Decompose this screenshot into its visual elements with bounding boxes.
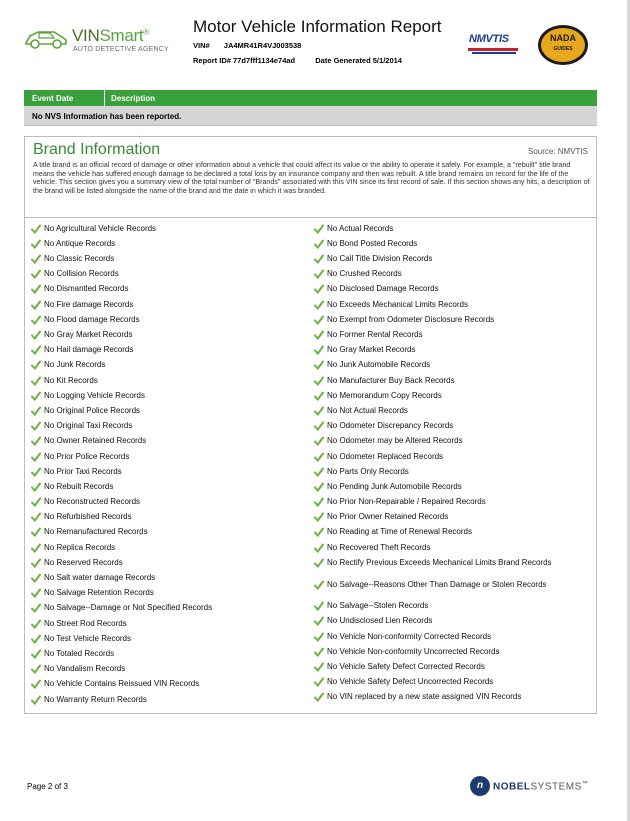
brand-record-label: No Vehicle Non-conformity Uncorrected Records: [327, 646, 500, 656]
brand-record-label: No Gray Market Records: [327, 345, 416, 355]
report-title: Motor Vehicle Information Report: [193, 17, 442, 36]
brand-record-label: No Flood damage Records: [44, 314, 140, 324]
brand-record-item: [31, 270, 306, 279]
check-icon: [31, 543, 41, 553]
check-icon: [31, 497, 41, 507]
brand-record-item: [314, 346, 594, 355]
column-event-date: Event Date: [32, 94, 74, 103]
brand-record-item: [31, 665, 306, 674]
brand-record-item: [314, 483, 594, 492]
vin-line: [193, 41, 301, 50]
brand-record-label: No Refurbished Records: [44, 512, 132, 522]
nvs-table-header: [24, 90, 597, 106]
brand-record-label: No Warranty Return Records: [44, 694, 147, 704]
brand-record-item: [314, 301, 594, 310]
brand-record-label: No Antique Records: [44, 238, 116, 248]
brand-record-label: No Junk Records: [44, 360, 106, 370]
check-icon: [314, 601, 324, 611]
brand-record-label: No Agricultural Vehicle Records: [44, 223, 157, 233]
brand-record-item: [31, 544, 306, 553]
brand-record-label: No VIN replaced by a new state assigned VIN Records: [327, 692, 522, 702]
report-id-line: [193, 56, 402, 65]
nada-logo-subtext: GUIDES: [553, 46, 573, 52]
brand-record-label: No Salt water damage Records: [44, 573, 156, 582]
check-icon: [31, 284, 41, 294]
brand-records-left: [31, 218, 306, 704]
brand-record-item: [31, 422, 306, 431]
brand-record-label: No Logging Vehicle Records: [44, 390, 145, 400]
brand-record-item: [314, 498, 594, 507]
check-icon: [314, 421, 324, 431]
check-icon: [31, 452, 41, 462]
brand-record-label: No Salvage Retention Records: [44, 588, 154, 598]
check-icon: [31, 345, 41, 355]
brand-record-item: [314, 648, 594, 657]
check-icon: [31, 664, 41, 674]
check-icon: [314, 662, 324, 672]
brand-record-item: [31, 331, 306, 340]
check-icon: [31, 558, 41, 568]
brand-record-label: No Prior Owner Retained Records: [327, 512, 449, 522]
nada-logo-text: NADA: [550, 33, 576, 43]
brand-record-item: [31, 392, 306, 401]
brand-record-label: No Original Police Records: [44, 405, 141, 415]
brand-record-item: [31, 498, 306, 507]
brand-record-item: [31, 301, 306, 310]
brand-section-title: Brand Information: [33, 141, 161, 158]
brand-record-label: No Exempt from Odometer Disclosure Records: [327, 314, 495, 324]
check-icon: [31, 254, 41, 264]
brand-record-label: No Vehicle Safety Defect Uncorrected Records: [327, 677, 494, 687]
brand-record-label: No Actual Records: [327, 223, 394, 233]
nada-oval: [538, 25, 588, 65]
brand-record-label: No Salvage--Stolen Records: [327, 601, 429, 611]
brand-record-label: No Rebuilt Records: [44, 481, 114, 491]
brand-record-item: [31, 620, 306, 629]
brand-record-label: No Vehicle Non-conformity Corrected Records: [327, 631, 492, 641]
check-icon: [31, 436, 41, 446]
brand-record-item: [314, 693, 594, 708]
check-icon: [314, 647, 324, 657]
brand-record-label: No Street Rod Records: [44, 618, 127, 628]
nada-guides-logo: [538, 25, 588, 65]
brand-record-label: No Memorandum Copy Records: [327, 390, 442, 400]
brand-record-label: No Not Actual Records: [327, 405, 408, 415]
brand-record-item: [31, 225, 306, 234]
brand-record-item: [314, 633, 594, 642]
brand-record-label: No Manufacturer Buy Back Records: [327, 375, 455, 385]
check-icon: [314, 345, 324, 355]
brand-record-label: No Prior Police Records: [44, 451, 130, 461]
brand-record-item: [31, 559, 306, 568]
brand-record-item: [314, 270, 594, 279]
nobel-wordmark: NOBELSYSTEMS™: [493, 781, 589, 793]
check-icon: [31, 330, 41, 340]
brand-record-item: [314, 468, 594, 477]
brand-record-item: [31, 468, 306, 477]
check-icon: [31, 695, 41, 705]
date-generated-label: Date Generated: [315, 56, 371, 65]
check-icon: [31, 619, 41, 629]
brand-record-label: No Pending Junk Automobile Records: [327, 481, 462, 491]
check-icon: [314, 406, 324, 416]
brand-record-label: No Bond Posted Records: [327, 238, 418, 248]
brand-record-label: No Fire damage Records: [44, 299, 134, 309]
brand-record-item: [314, 453, 594, 462]
check-icon: [31, 376, 41, 386]
check-icon: [314, 558, 324, 568]
report-id-label: Report ID#: [193, 56, 231, 65]
nvs-empty-message: No NVS Information has been reported.: [24, 106, 597, 126]
check-icon: [314, 580, 324, 590]
brand-record-item: [314, 602, 594, 611]
check-icon: [31, 573, 41, 583]
brand-record-label: No Salvage--Reasons Other Than Damage or Stolen Records: [327, 579, 547, 589]
vinsmart-tagline: AUTO DETECTIVE AGENCY: [73, 46, 169, 53]
brand-record-label: No Parts Only Records: [327, 466, 409, 476]
check-icon: [31, 421, 41, 431]
check-icon: [314, 330, 324, 340]
brand-record-label: No Classic Records: [44, 254, 115, 264]
brand-record-label: No Reading at Time of Renewal Records: [327, 527, 472, 537]
brand-record-label: No Collision Records: [44, 269, 119, 279]
brand-record-label: No Prior Taxi Records: [44, 466, 122, 476]
brand-record-label: No Odometer Replaced Records: [327, 451, 444, 461]
brand-record-item: [314, 225, 594, 234]
brand-record-label: No Original Taxi Records: [44, 421, 133, 431]
check-icon: [314, 482, 324, 492]
check-icon: [31, 224, 41, 234]
check-icon: [314, 284, 324, 294]
check-icon: [31, 679, 41, 689]
check-icon: [31, 482, 41, 492]
check-icon: [314, 376, 324, 386]
check-icon: [314, 254, 324, 264]
brand-record-item: [31, 407, 306, 416]
brand-record-item: [314, 678, 594, 687]
brand-record-item: [314, 377, 594, 386]
check-icon: [314, 239, 324, 249]
brand-record-item: [31, 346, 306, 355]
check-icon: [314, 467, 324, 477]
brand-record-item: [31, 589, 306, 598]
brand-record-item: [31, 483, 306, 492]
nmvtis-logo-text: NMVTIS: [469, 33, 509, 45]
brand-record-label: No Junk Automobile Records: [327, 360, 431, 370]
check-icon: [31, 588, 41, 598]
brand-record-label: No Gray Market Records: [44, 330, 133, 339]
vin-label: VIN#: [193, 41, 210, 50]
brand-record-label: No Disclosed Damage Records: [327, 284, 439, 294]
check-icon: [31, 467, 41, 477]
brand-record-item: [31, 377, 306, 386]
check-icon: [31, 269, 41, 279]
check-icon: [31, 527, 41, 537]
check-icon: [31, 315, 41, 325]
brand-record-item: [314, 513, 594, 522]
brand-record-item: [31, 680, 306, 689]
check-icon: [314, 224, 324, 234]
brand-record-item: [31, 437, 306, 446]
brand-record-label: No Vehicle Safety Defect Corrected Records: [327, 661, 485, 671]
check-icon: [314, 527, 324, 537]
brand-record-item: [31, 528, 306, 537]
header-divider: [104, 90, 105, 106]
brand-record-item: [31, 361, 306, 370]
brand-record-label: No Reconstructed Records: [44, 497, 141, 507]
nmvtis-logo: [466, 33, 522, 59]
brand-record-item: [314, 285, 594, 294]
check-icon: [314, 692, 324, 702]
nobel-mark-icon: n: [470, 776, 490, 796]
brand-record-item: [31, 650, 306, 659]
check-icon: [31, 634, 41, 644]
nobel-systems-logo: [470, 776, 589, 800]
check-icon: [31, 603, 41, 613]
brand-records-right: [314, 218, 594, 708]
check-icon: [314, 391, 324, 401]
brand-record-item: [31, 696, 306, 705]
check-icon: [314, 269, 324, 279]
brand-record-item: [31, 574, 306, 583]
brand-record-item: [31, 255, 306, 264]
check-icon: [31, 239, 41, 249]
brand-record-item: [314, 559, 594, 574]
page-number: Page 2 of 3: [27, 782, 68, 791]
check-icon: [314, 616, 324, 626]
check-icon: [314, 300, 324, 310]
brand-record-label: No Vehicle Contains Reissued VIN Records: [44, 679, 200, 689]
brand-record-label: No Odometer Discrepancy Records: [327, 421, 454, 431]
brand-record-label: No Crushed Records: [327, 269, 402, 279]
check-icon: [314, 543, 324, 553]
brand-record-item: [314, 240, 594, 249]
brand-record-label: No Recovered Theft Records: [327, 542, 431, 552]
brand-record-item: [314, 437, 594, 446]
vinsmart-logo: [24, 24, 174, 58]
brand-record-label: No Prior Non-Repairable / Repaired Records: [327, 497, 486, 507]
brand-record-label: No Exceeds Mechanical Limits Records: [327, 299, 468, 309]
brand-record-item: [314, 316, 594, 325]
check-icon: [31, 391, 41, 401]
brand-record-item: [314, 617, 594, 626]
brand-record-item: [314, 422, 594, 431]
brand-record-item: [31, 513, 306, 522]
check-icon: [31, 406, 41, 416]
brand-record-label: No Odometer may be Altered Records: [327, 436, 463, 446]
brand-record-item: [314, 392, 594, 401]
brand-record-item: [31, 453, 306, 462]
brand-record-label: No Salvage--Damage or Not Specified Records: [44, 603, 213, 613]
brand-record-item: [314, 544, 594, 553]
check-icon: [31, 300, 41, 310]
check-icon: [314, 436, 324, 446]
check-icon: [314, 632, 324, 642]
brand-record-item: [314, 407, 594, 416]
brand-record-label: No Undisclosed Lien Records: [327, 616, 433, 626]
brand-record-label: No Dismantled Records: [44, 284, 129, 294]
brand-record-label: No Former Rental Records: [327, 330, 423, 339]
nmvtis-stripe: [468, 48, 518, 51]
brand-record-item: [314, 255, 594, 264]
brand-record-item: [314, 581, 594, 596]
report-id-value: 77d7fff1134e74ad: [233, 56, 296, 65]
brand-record-item: [314, 361, 594, 370]
check-icon: [314, 497, 324, 507]
brand-record-item: [31, 240, 306, 249]
brand-record-item: [314, 663, 594, 672]
brand-record-label: No Replica Records: [44, 542, 116, 552]
brand-record-label: No Remanufactured Records: [44, 527, 148, 537]
check-icon: [314, 512, 324, 522]
brand-record-item: [31, 604, 306, 613]
brand-record-label: No Kit Records: [44, 375, 98, 385]
check-icon: [31, 649, 41, 659]
brand-record-item: [31, 635, 306, 644]
brand-record-item: [314, 528, 594, 537]
check-icon: [31, 360, 41, 370]
check-icon: [31, 512, 41, 522]
brand-record-label: No Call Title Division Records: [327, 254, 433, 264]
brand-record-item: [314, 331, 594, 340]
brand-record-label: No Reserved Records: [44, 557, 123, 567]
brand-record-label: No Vandalism Records: [44, 664, 126, 674]
check-icon: [314, 315, 324, 325]
brand-record-item: [31, 316, 306, 325]
brand-record-item: [31, 285, 306, 294]
column-description: Description: [111, 94, 156, 103]
car-icon: [24, 28, 68, 50]
brand-record-label: No Test Vehicle Records: [44, 633, 132, 643]
check-icon: [314, 677, 324, 687]
nmvtis-stripe-blue: [472, 52, 516, 54]
vinsmart-wordmark: VINSmart®: [72, 26, 149, 45]
brand-information-panel: [24, 136, 597, 714]
brand-record-label: No Totaled Records: [44, 648, 115, 658]
check-icon: [314, 452, 324, 462]
date-generated-value: 5/1/2014: [372, 56, 402, 65]
brand-description: A title brand is an official record of damage or other information about a vehicle that could affect its value or the ability to operate it safely. For example, a "rebuilt" title brand means the vehicle has suffered enough damage to be declared a total loss by an insurance company and then was rebuilt. A title brand remains on record for the life of the vehicle. This section gives you a summary view of the total number of "Brands" associated with this VIN since its first record of sale. If this section shows any hits, a description of the brand will be listed alongside the name of the brand and the date in which it was branded.: [33, 161, 590, 195]
nvs-table: [24, 90, 597, 126]
brand-source: Source: NMVTIS: [527, 147, 588, 156]
brand-record-label: No Rectify Previous Exceeds Mechanical Limits Brand Records: [327, 557, 552, 567]
vin-value: JA4MR41R4VJ003538: [223, 41, 302, 50]
brand-record-label: No Owner Retained Records: [44, 436, 147, 446]
brand-record-label: No Hail damage Records: [44, 345, 134, 355]
check-icon: [314, 360, 324, 370]
